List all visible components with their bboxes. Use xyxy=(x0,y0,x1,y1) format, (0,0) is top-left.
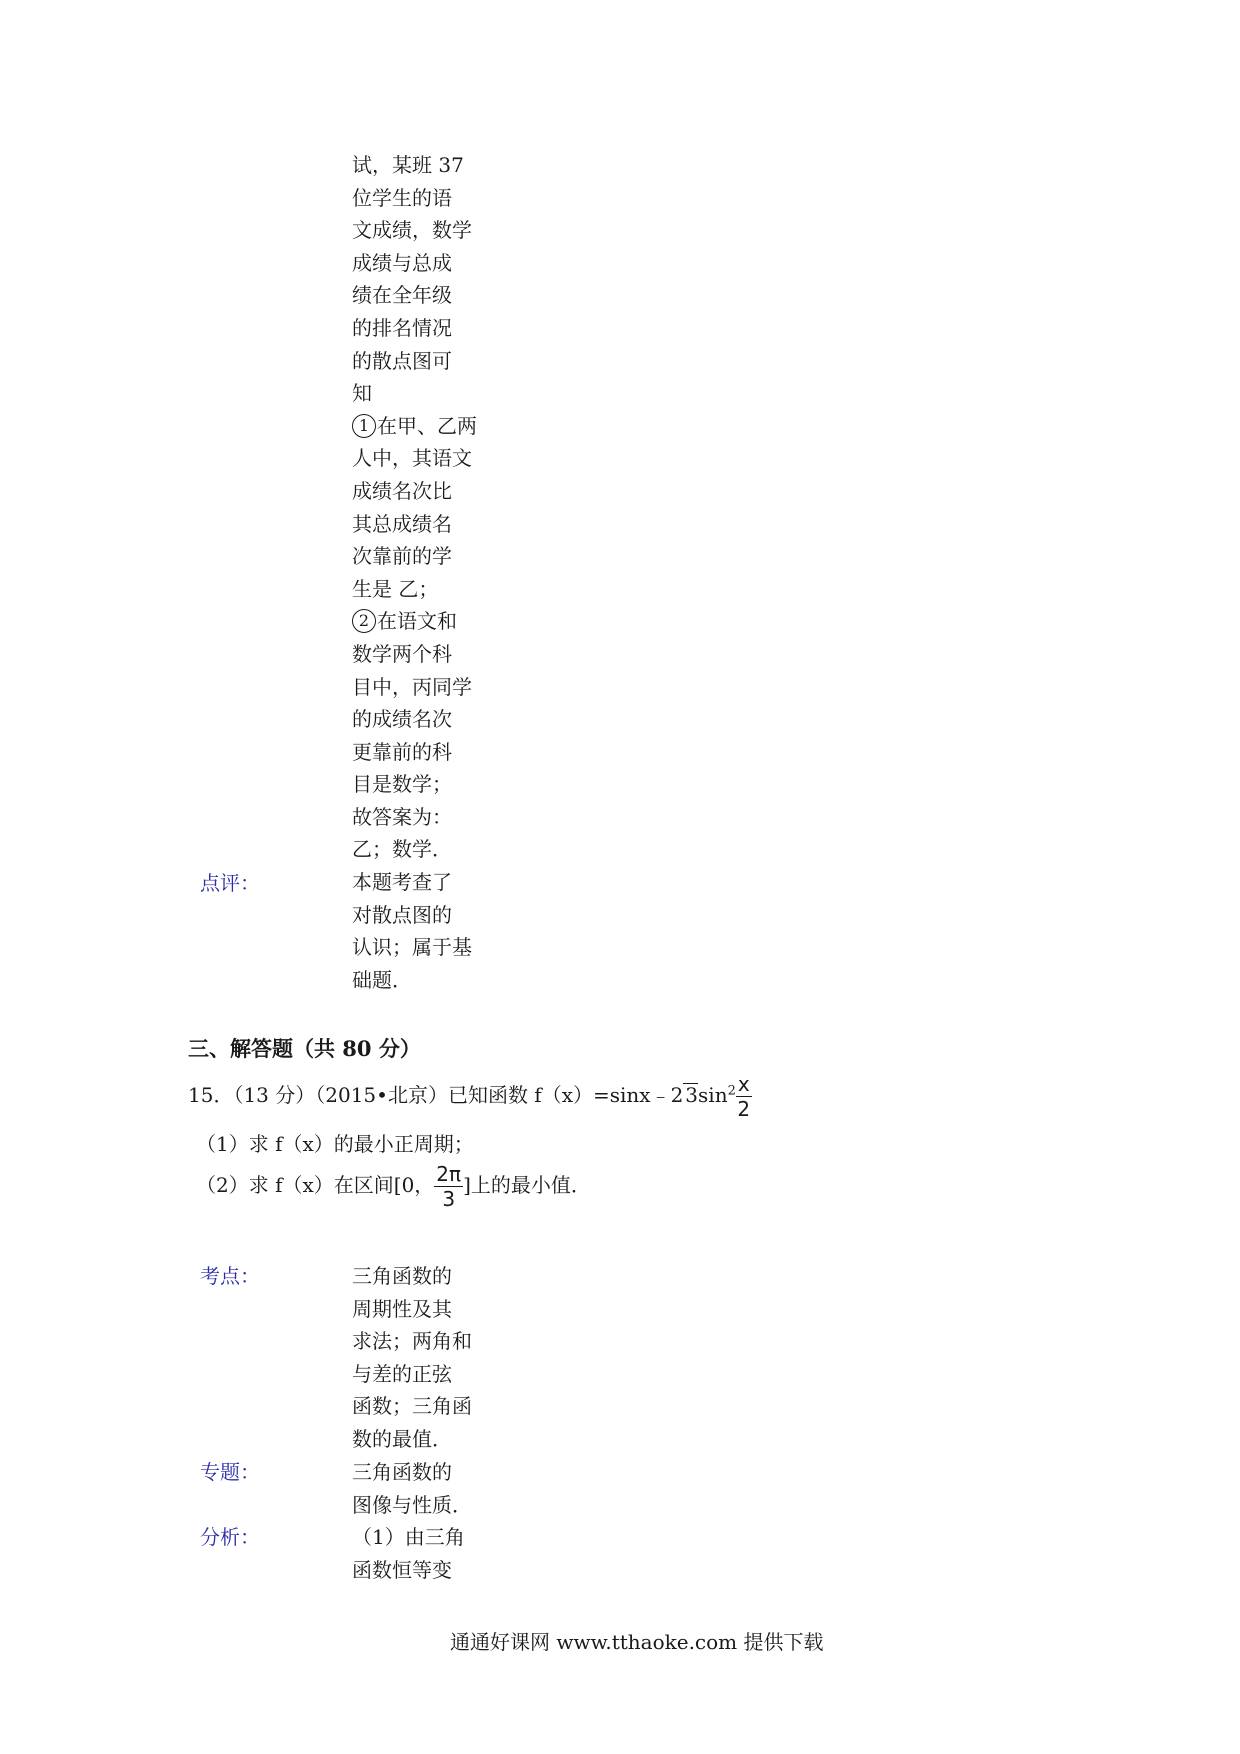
zhuanti-line: 图像与性质． xyxy=(352,1492,472,1517)
item1-line: 成绩名次比 xyxy=(352,478,452,503)
kaodian-line: 周期性及其 xyxy=(352,1296,452,1321)
solution-text-block xyxy=(352,149,492,996)
kaodian-text xyxy=(352,1260,492,1456)
kaodian-line: 数的最值． xyxy=(352,1426,452,1451)
page-footer: 通通好课网 www.tthaoke.com 提供下载 xyxy=(450,1630,824,1654)
part2-text: （2）求 f（x）在区间[0， xyxy=(196,1173,435,1197)
item2-line: 2 在语文和 xyxy=(352,605,492,638)
fenxi-line: （1）由三角 xyxy=(352,1525,465,1549)
fraction-x-over-2 xyxy=(736,1072,752,1121)
solution-line: 的排名情况 xyxy=(352,315,452,340)
item1-line: 生是 乙； xyxy=(352,576,439,601)
solution-line: 文成绩，数学 xyxy=(352,218,472,243)
fenxi-text xyxy=(352,1521,492,1586)
item2-line: 乙；数学． xyxy=(352,837,452,862)
review-line: 础题． xyxy=(352,967,412,992)
zhuanti-line: 三角函数的 xyxy=(352,1460,452,1484)
fraction-2pi-over-3 xyxy=(434,1162,463,1211)
review-line: 认识；属于基 xyxy=(352,935,472,960)
circled-number-1: 1 xyxy=(352,414,376,438)
item2-line: 数学两个科 xyxy=(352,641,452,666)
review-label: 点评： xyxy=(200,871,260,895)
item2-line: 目是数学； xyxy=(352,772,452,797)
question-15 xyxy=(188,1072,752,1121)
part2-suffix: ]上的最小值． xyxy=(463,1173,591,1197)
kaodian-line: 求法；两角和 xyxy=(352,1329,472,1354)
solution-line: 绩在全年级 xyxy=(352,283,452,308)
kaodian-line: 函数；三角函 xyxy=(352,1394,472,1419)
fraction-denominator: 2 xyxy=(737,1097,751,1121)
question-part-1: （1）求 f（x）的最小正周期； xyxy=(196,1132,474,1156)
fraction-numerator: x xyxy=(737,1072,750,1096)
kaodian-label: 考点： xyxy=(200,1264,260,1288)
item1-line: 人中，其语文 xyxy=(352,446,472,471)
item1-line: 其总成绩名 xyxy=(352,511,452,536)
item2-line: 故答案为： xyxy=(352,804,452,829)
kaodian-line: 与差的正弦 xyxy=(352,1361,452,1386)
section-heading: 三、解答题（共 80 分） xyxy=(188,1036,421,1061)
fraction-denominator: 3 xyxy=(442,1187,456,1211)
item2-line: 更靠前的科 xyxy=(352,739,452,764)
item1-line: 1 在甲、乙两 xyxy=(352,410,492,443)
solution-line: 位学生的语 xyxy=(352,185,452,210)
sqrt-expression: 3 xyxy=(685,1083,699,1107)
circled-number-2: 2 xyxy=(352,609,376,633)
question-text: 15．（13 分）（2015•北京）已知函数 f（x）=sinx﹣2 xyxy=(188,1083,684,1107)
question-part-2 xyxy=(196,1162,591,1211)
solution-line: 的散点图可 xyxy=(352,348,452,373)
solution-line: 试，某班 37 xyxy=(352,153,464,177)
kaodian-line: 三角函数的 xyxy=(352,1264,452,1288)
fenxi-label: 分析： xyxy=(200,1525,260,1549)
solution-line: 成绩与总成 xyxy=(352,250,452,275)
sin-text: sin xyxy=(698,1083,728,1107)
zhuanti-label: 专题： xyxy=(200,1460,260,1484)
fraction-numerator: 2π xyxy=(436,1162,462,1186)
review-line: 本题考查了 xyxy=(352,870,452,895)
item2-line: 目中，丙同学 xyxy=(352,674,472,699)
review-line: 对散点图的 xyxy=(352,902,452,927)
item2-line: 的成绩名次 xyxy=(352,707,452,732)
fenxi-line: 函数恒等变 xyxy=(352,1557,452,1582)
solution-line: 知 xyxy=(352,381,372,406)
superscript: 2 xyxy=(727,1083,736,1099)
item1-line: 次靠前的学 xyxy=(352,544,452,569)
zhuanti-text xyxy=(352,1456,492,1521)
